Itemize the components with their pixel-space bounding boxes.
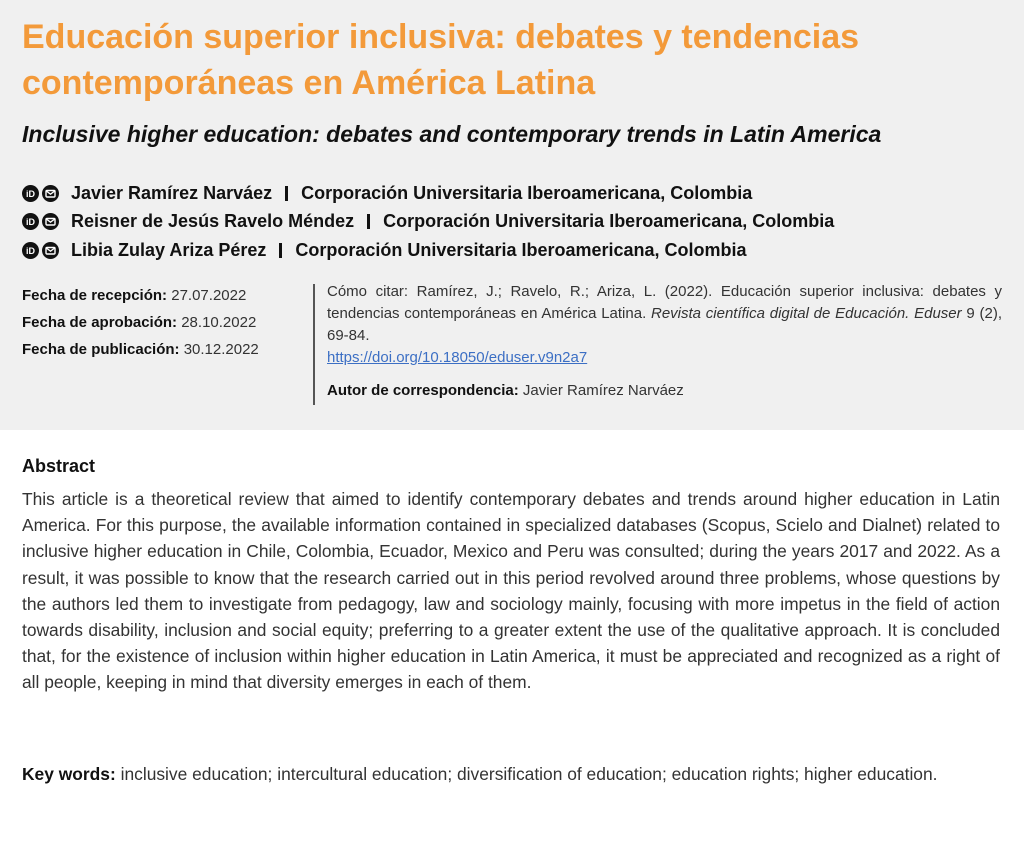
author-row [22,236,1012,265]
svg-text:iD: iD [26,245,35,256]
orcid-icon[interactable] [22,213,39,230]
author-name: Reisner de Jesús Ravelo Méndez [71,211,355,232]
published-date [22,336,312,363]
author-name: Javier Ramírez Narváez [71,182,273,203]
doi-link[interactable]: https://doi.org/10.18050/eduser.v9n2a7 [327,349,588,366]
vertical-divider [313,284,315,405]
correspondence-name: Javier Ramírez Narváez [522,382,684,399]
author-affiliation: Corporación Universitaria Iberoamericana, Colombia [295,239,747,260]
author-row [22,179,1012,208]
keywords-label: Key words: [22,764,116,784]
separator [367,214,370,229]
keywords-text: inclusive education; intercultural education; diversification of education; education rights; higher education. [120,764,938,784]
approved-date [22,309,312,336]
correspondence-label: Autor de correspondencia: [327,382,519,399]
author-name: Libia Zulay Ariza Pérez [71,239,267,260]
separator [285,186,288,201]
keywords [22,761,1000,788]
citation-block [327,281,1002,369]
citation-journal: Revista científica digital de Educación. Eduser [651,305,962,322]
author-affiliation: Corporación Universitaria Iberoamericana, Colombia [301,182,753,203]
email-icon[interactable] [42,242,59,259]
article-subtitle: Inclusive higher education: debates and contemporary trends in Latin America [22,121,882,147]
article-title: Educación superior inclusiva: debates y tendencias contemporáneas en América Latina [22,18,860,102]
citation-issue: 9 (2), 69-84. [327,305,1002,344]
abstract-body: This article is a theoretical review that aimed to identify contemporary debates and trends around higher education in Latin America. For this purpose, the available information contained in specialized databases (Scopus, Scielo and Dialnet) related to inclusive higher education in Chile, Colombia, Ecuador, Mexico and Peru was consulted; during the years 2017 and 2022. As a result, it was possible to know that the research carried out in this period revolved around three problems, whose questions by the authors led them to investigate from pedagogy, law and sociology mainly, focusing with more impetus in the field of action towards disability, inclusion and social equity; preferring to a greater extent the use of the qualitative approach. It is concluded that, for the existence of inclusion within higher education in Latin America, it must be appreciated and recognized as a right of all people, keeping in mind that diversity emerges in each of them. [22,489,1000,693]
orcid-icon[interactable] [22,185,39,202]
received-date-value: 27.07.2022 [171,287,247,304]
date-list [22,282,312,363]
separator [279,243,282,258]
author-list [22,179,1012,265]
citation-text: Cómo citar: Ramírez, J.; Ravelo, R.; Ariza, L. (2022). Educación superior inclusiva: debates y tendencias contemporáneas en América Latina. [327,283,1002,322]
received-date [22,282,312,309]
email-icon[interactable] [42,213,59,230]
svg-text:iD: iD [26,217,35,228]
correspondence [327,380,1002,402]
approved-date-value: 28.10.2022 [181,314,257,331]
abstract-heading: Abstract [22,456,96,476]
orcid-icon[interactable] [22,242,39,259]
published-date-value: 30.12.2022 [183,341,259,358]
author-row [22,208,1012,237]
published-date-label: Fecha de publicación: [22,341,180,358]
author-affiliation: Corporación Universitaria Iberoamericana, Colombia [383,211,835,232]
email-icon[interactable] [42,185,59,202]
approved-date-label: Fecha de aprobación: [22,314,178,331]
svg-text:iD: iD [26,188,35,199]
received-date-label: Fecha de recepción: [22,287,168,304]
